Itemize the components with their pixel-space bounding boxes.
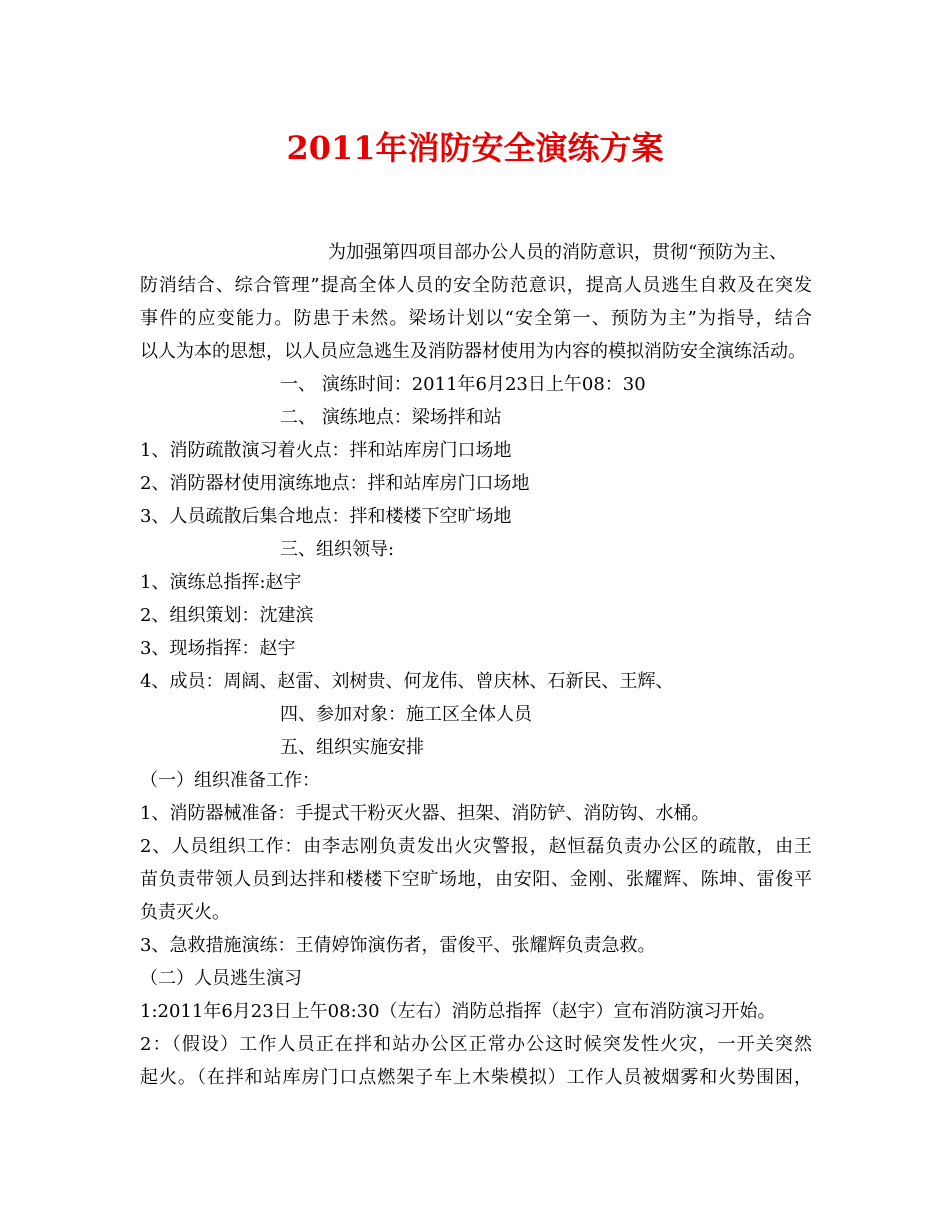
list-item: 3、现场指挥：赵宇 <box>140 638 296 659</box>
section-heading: 二、 演练地点：梁场拌和站 <box>280 407 502 428</box>
list-item: 2：（假设）工作人员正在拌和站办公区正常办公这时候突发性火灾，一开关突然 <box>140 1034 812 1055</box>
list-item: 1:2011年6月23日上午08:30（左右）消防总指挥（赵宇）宣布消防演习开始。 <box>140 1001 776 1022</box>
paragraph-line: 以人为本的思想，以人员应急逃生及消防器材使用为内容的模拟消防安全演练活动。 <box>140 341 806 362</box>
section-heading: 四、参加对象：施工区全体人员 <box>280 704 532 725</box>
paragraph-line: 防消结合、综合管理”提高全体人员的安全防范意识，提高人员逃生自救及在突发 <box>140 275 812 296</box>
list-item: 4、成员：周阔、赵雷、刘树贵、何龙伟、曾庆林、石新民、王辉、 <box>140 671 674 692</box>
list-item: 2、消防器材使用演练地点：拌和站库房门口场地 <box>140 473 530 494</box>
paragraph-line: 苗负责带领人员到达拌和楼楼下空旷场地，由安阳、金刚、张耀辉、陈坤、雷俊平 <box>140 869 812 890</box>
paragraph-line: 负责灭火。 <box>140 902 230 923</box>
paragraph-line: 起火。（在拌和站库房门口点燃架子车上木柴模拟）工作人员被烟雾和火势围困， <box>140 1067 812 1088</box>
list-item: 3、人员疏散后集合地点：拌和楼楼下空旷场地 <box>140 506 512 527</box>
section-heading: 三、组织领导: <box>280 539 395 560</box>
list-item: 1、消防疏散演习着火点：拌和站库房门口场地 <box>140 440 512 461</box>
document-title: 2011年消防安全演练方案 <box>286 129 664 167</box>
list-item: 3、急救措施演练：王倩婷饰演伤者，雷俊平、张耀辉负责急救。 <box>140 935 656 956</box>
subsection-heading: （一）组织准备工作： <box>140 770 320 791</box>
subsection-heading: （二）人员逃生演习 <box>140 968 302 989</box>
list-item: 1、演练总指挥:赵宇 <box>140 572 302 593</box>
section-heading: 五、组织实施安排 <box>280 737 424 758</box>
paragraph-line: 为加强第四项目部办公人员的消防意识，贯彻“预防为主、 <box>328 242 788 263</box>
list-item: 1、消防器械准备：手提式干粉灭火器、担架、消防铲、消防钩、水桶。 <box>140 803 710 824</box>
list-item: 2、人员组织工作：由李志刚负责发出火灾警报，赵恒磊负责办公区的疏散，由王 <box>140 836 812 857</box>
section-heading: 一、 演练时间：2011年6月23日上午08：30 <box>280 374 646 395</box>
list-item: 2、组织策划：沈建滨 <box>140 605 314 626</box>
paragraph-line: 事件的应变能力。防患于未然。梁场计划以“安全第一、预防为主”为指导，结合 <box>140 308 812 329</box>
